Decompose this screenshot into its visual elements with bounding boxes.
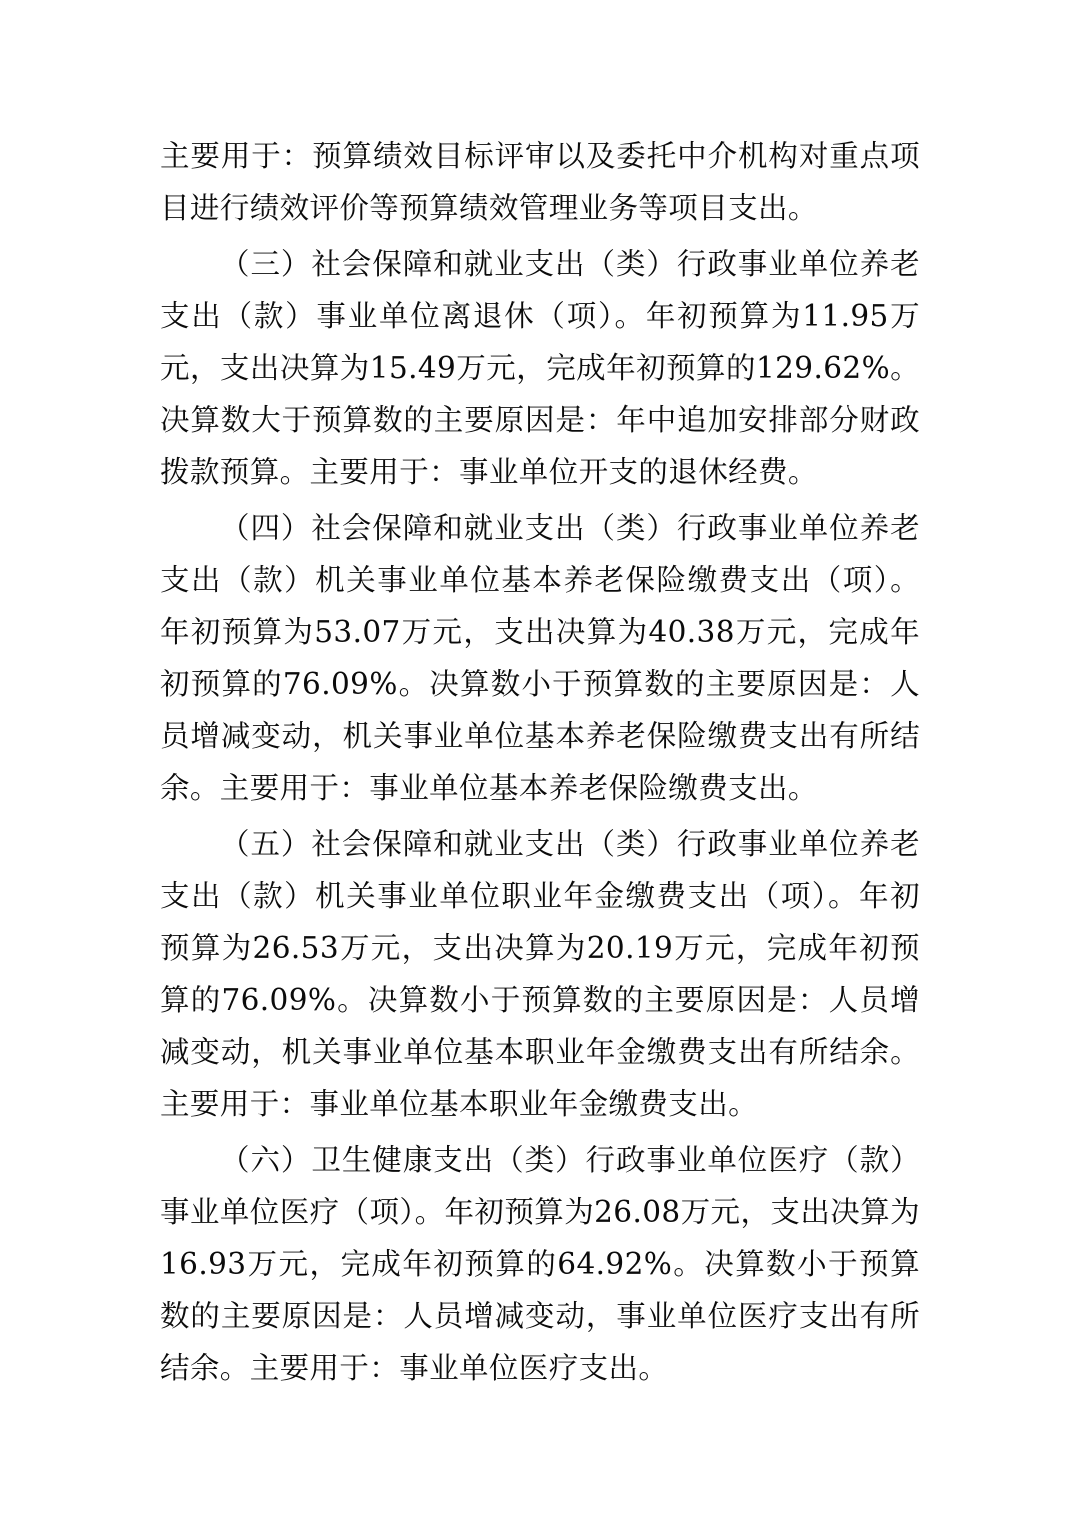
paragraph-block-item-6 — [160, 1134, 920, 1394]
document-body — [160, 130, 920, 1394]
paragraph-block-item-3 — [160, 238, 920, 498]
paragraph-block-item-4 — [160, 502, 920, 814]
paragraph-block-item-5 — [160, 818, 920, 1130]
paragraph-item-5: （五）社会保障和就业支出（类）行政事业单位养老支出（款）机关事业单位职业年金缴费支出（项）。年初预算为26.53万元，支出决算为20.19万元，完成年初预算的76.09%。决算数小于预算数的主要原因是：人员增减变动，机关事业单位基本职业年金缴费支出有所结余。主要用于：事业单位基本职业年金缴费支出。 — [160, 827, 920, 1121]
paragraph-block-continued — [160, 130, 920, 234]
paragraph-item-6: （六）卫生健康支出（类）行政事业单位医疗（款）事业单位医疗（项）。年初预算为26.08万元，支出决算为16.93万元，完成年初预算的64.92%。决算数小于预算数的主要原因是：人员增减变动，事业单位医疗支出有所结余。主要用于：事业单位医疗支出。 — [160, 1143, 920, 1385]
paragraph-item-3: （三）社会保障和就业支出（类）行政事业单位养老支出（款）事业单位离退休（项）。年初预算为11.95万元，支出决算为15.49万元，完成年初预算的129.62%。决算数大于预算数的主要原因是：年中追加安排部分财政拨款预算。主要用于：事业单位开支的退休经费。 — [160, 247, 920, 489]
paragraph-item-4: （四）社会保障和就业支出（类）行政事业单位养老支出（款）机关事业单位基本养老保险缴费支出（项）。年初预算为53.07万元，支出决算为40.38万元，完成年初预算的76.09%。决算数小于预算数的主要原因是：人员增减变动，机关事业单位基本养老保险缴费支出有所结余。主要用于：事业单位基本养老保险缴费支出。 — [160, 511, 920, 805]
paragraph-continued-performance: 主要用于：预算绩效目标评审以及委托中介机构对重点项目进行绩效评价等预算绩效管理业务等项目支出。 — [160, 139, 920, 225]
